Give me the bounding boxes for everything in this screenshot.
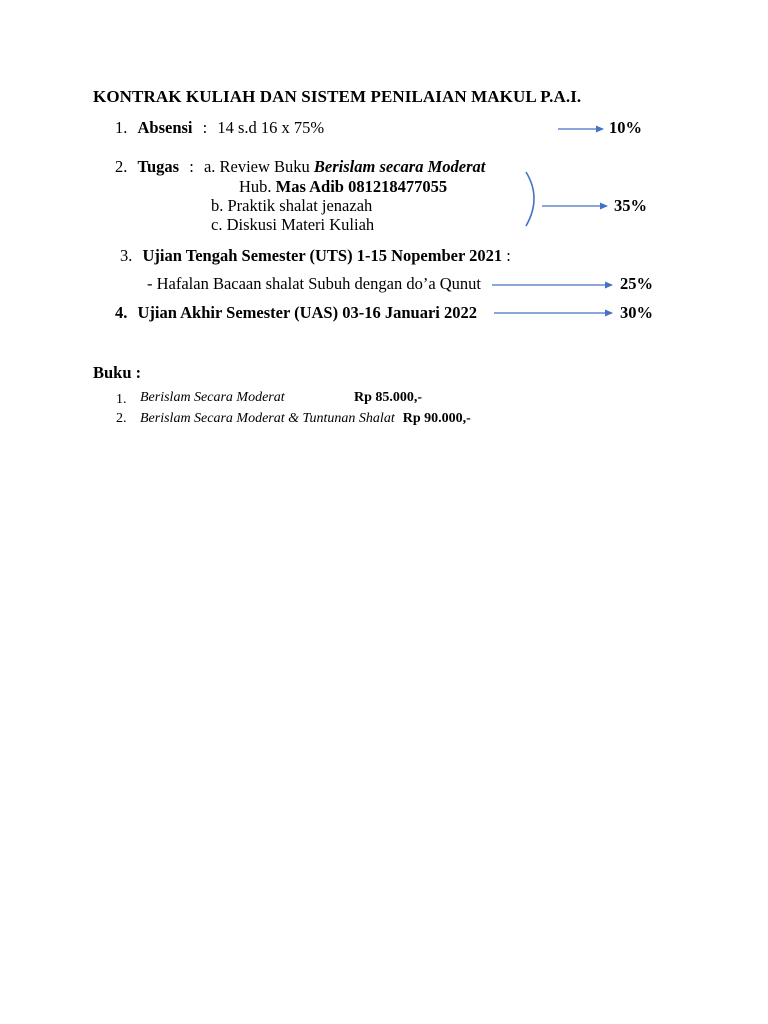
book-title: Berislam Secara Moderat & Tuntunan Shalat: [140, 411, 395, 426]
book-price: Rp 85.000,-: [354, 390, 423, 405]
book-title: Berislam Secara Moderat: [140, 390, 285, 405]
book-price: Rp 90.000,-: [402, 411, 471, 426]
tugas-sub-c: c. Diskusi Materi Kuliah: [211, 215, 375, 234]
uts-detail: - Hafalan Bacaan shalat Subuh dengan do’a Qunut: [147, 274, 482, 293]
percent-tugas: 35%: [614, 196, 647, 215]
percent-absensi: 10%: [609, 118, 642, 137]
tugas-sub-a-prefix: a. Review Buku: [203, 157, 314, 176]
document-title: KONTRAK KULIAH DAN SISTEM PENILAIAN MAKUL P.A.I.: [93, 87, 582, 106]
item-number: 1.: [115, 118, 128, 137]
book-row: [116, 390, 127, 408]
item-separator: :: [202, 118, 208, 137]
books-heading: Buku :: [93, 363, 142, 382]
percent-uts: 25%: [620, 274, 653, 293]
book-row-2-content: [140, 409, 471, 427]
item-label: Ujian Akhir Semester (UAS) 03-16 Januari 2022: [137, 303, 477, 322]
tugas-sub-a-book: Berislam secara Moderat: [313, 157, 486, 176]
hub-prefix: Hub.: [239, 177, 276, 196]
item-number: 3.: [120, 246, 133, 265]
item-number: 4.: [115, 303, 128, 322]
item-detail: 14 s.d 16 x 75%: [217, 118, 325, 137]
item-separator: :: [506, 246, 511, 265]
tugas-sub-b: b. Praktik shalat jenazah: [211, 196, 373, 215]
book-number: 2.: [116, 411, 127, 426]
item-separator: :: [189, 157, 194, 176]
item-label: Tugas: [137, 157, 180, 176]
tugas-bracket: [526, 172, 534, 226]
book-row: [116, 409, 127, 427]
item-number: 2.: [115, 157, 128, 176]
item-label: Absensi: [137, 118, 193, 137]
percent-uas: 30%: [620, 303, 653, 322]
book-number: 1.: [116, 392, 127, 407]
hub-contact: Mas Adib 081218477055: [275, 177, 448, 196]
item-label: Ujian Tengah Semester (UTS) 1-15 Nopember 2021: [142, 246, 503, 265]
